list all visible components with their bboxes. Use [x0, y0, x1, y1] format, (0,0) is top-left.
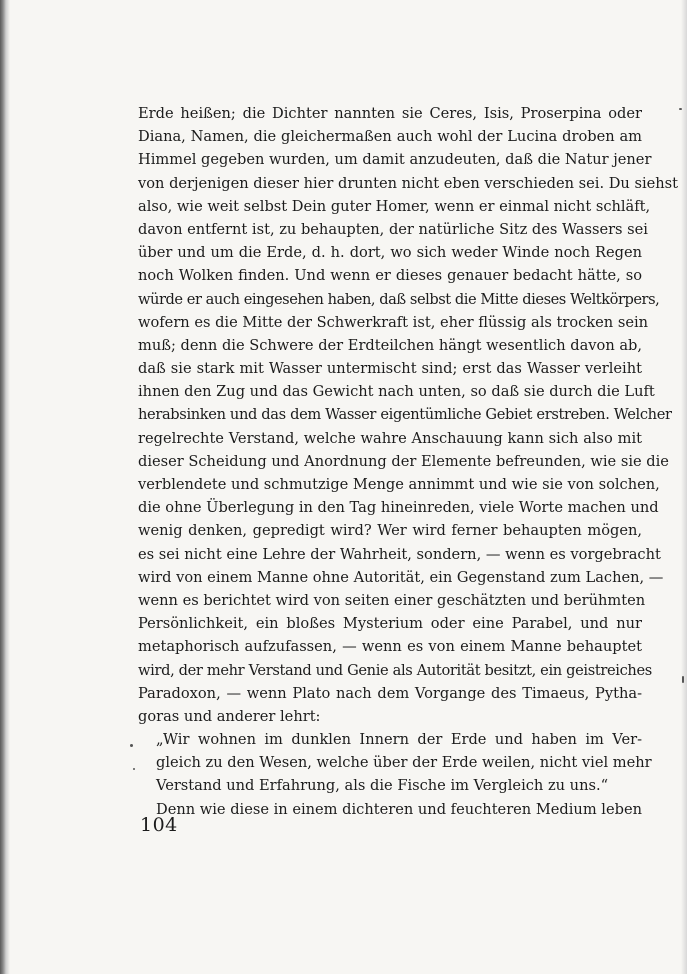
text-line: von derjenigen dieser hier drunten nicht eben verschieden sei. Du siehst [138, 174, 679, 192]
text-line: regelrechte Verstand, welche wahre Anschauung kann sich also mit [138, 429, 642, 447]
text-line: die ohne Überlegung in den Tag hineinreden, viele Worte machen und [138, 499, 659, 517]
text-line: Paradoxon, — wenn Plato nach dem Vorgange des Timaeus, Pytha- [138, 684, 642, 702]
quote-line: gleich zu den Wesen, welche über der Erde weilen, nicht viel mehr [156, 754, 652, 772]
text-line: wenn es berichtet wird von seiten einer geschätzten und berühmten [138, 591, 646, 609]
text-line: daß sie stark mit Wasser untermischt sind; erst das Wasser verleiht [138, 360, 642, 378]
text-line: dieser Scheidung und Anordnung der Elemente befreunden, wie sie die [138, 452, 669, 470]
text-line: wird, der mehr Verstand und Genie als Autorität besitzt, ein geistreiches [138, 661, 652, 679]
text-line: über und um die Erde, d. h. dort, wo sich weder Winde noch Regen [138, 244, 642, 262]
text-line: es sei nicht eine Lehre der Wahrheit, sondern, — wenn es vorgebracht [138, 545, 661, 563]
dust-speck [130, 744, 133, 747]
page-right-edge [681, 0, 687, 974]
page-number: 104 [140, 814, 178, 836]
text-line: Erde heißen; die Dichter nannten sie Ceres, Isis, Proserpina oder [138, 105, 642, 122]
text-line: Denn wie diese in einem dichteren und feuchteren Medium leben [156, 800, 642, 818]
text-line: noch Wolken finden. Und wenn er dieses genauer bedacht hätte, so [138, 267, 642, 285]
dust-speck [133, 768, 135, 770]
text-line: wird von einem Manne ohne Autorität, ein Gegenstand zum Lachen, — [138, 568, 664, 586]
text-line: Himmel gegeben wurden, um damit anzudeuten, daß die Natur jener [138, 151, 652, 169]
text-line: wenig denken, gepredigt wird? Wer wird ferner behaupten mögen, [138, 522, 642, 540]
text-line: wofern es die Mitte der Schwerkraft ist, eher flüssig als trocken sein [138, 313, 649, 331]
dust-speck [679, 108, 682, 110]
text-line: verblendete und schmutzige Menge annimmt und wie sie von solchen, [138, 476, 660, 493]
text-line: Persönlichkeit, ein bloßes Mysterium oder eine Parabel, und nur [138, 615, 642, 633]
quote-line: Verstand und Erfahrung, als die Fische im Vergleich zu uns.“ [156, 777, 609, 795]
body-text [138, 102, 679, 821]
text-line: goras und anderer lehrt: [138, 707, 321, 725]
text-line: also, wie weit selbst Dein guter Homer, wenn er einmal nicht schläft, [138, 197, 651, 215]
text-line: muß; denn die Schwere der Erdteilchen hängt wesentlich davon ab, [138, 336, 643, 354]
text-line: würde er auch eingesehen haben, daß selbst die Mitte dieses Weltkörpers, [138, 290, 660, 308]
dust-speck [682, 676, 684, 683]
text-line: ihnen den Zug und das Gewicht nach unten, so daß sie durch die Luft [138, 383, 655, 401]
text-line: Diana, Namen, die gleichermaßen auch wohl der Lucina droben am [138, 128, 642, 146]
page-binding-edge [0, 0, 10, 974]
text-line: herabsinken und das dem Wasser eigentümliche Gebiet erstreben. Welcher [138, 406, 672, 424]
text-line: davon entfernt ist, zu behaupten, der natürliche Sitz des Wassers sei [138, 220, 648, 238]
quote-line: „Wir wohnen im dunklen Innern der Erde und haben im Ver- [156, 731, 642, 749]
text-line: metaphorisch aufzufassen, — wenn es von einem Manne behauptet [138, 638, 642, 656]
